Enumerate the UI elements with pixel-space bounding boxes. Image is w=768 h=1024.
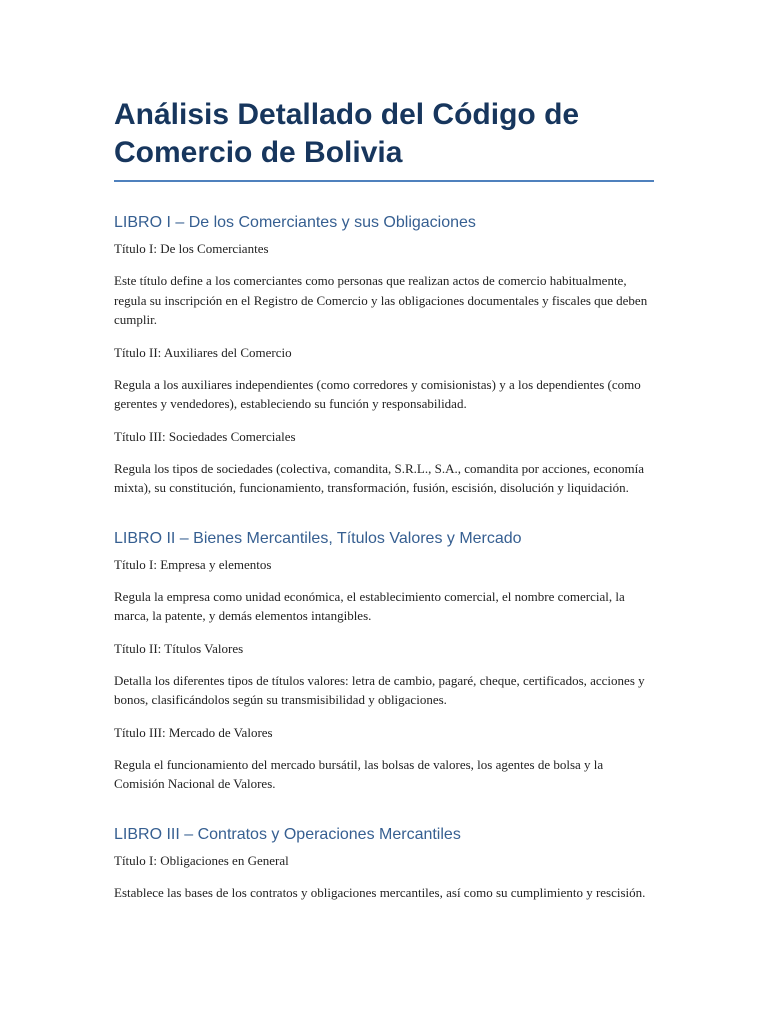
section-paragraph: Establece las bases de los contratos y obligaciones mercantiles, así como su cumplimiento y rescisión.: [114, 884, 646, 900]
section-paragraph: Regula a los auxiliares independientes (como corredores y comisionistas) y a los dependientes (como gerentes y vendedores), estableciendo su función y responsabilidad.: [114, 376, 641, 411]
section-paragraph: Regula el funcionamiento del mercado bursátil, las bolsas de valores, los agentes de bolsa y la Comisión Nacional de Valores.: [114, 756, 604, 791]
section-paragraph: Detalla los diferentes tipos de títulos valores: letra de cambio, pagaré, cheque, certificados, acciones y bonos, clasificándolos según su transmisibilidad y obligaciones.: [114, 672, 645, 707]
section-title: Título I: Empresa y elementos: [114, 556, 272, 572]
document-title: Análisis Detallado del Código de Comercio de Bolivia: [114, 96, 654, 182]
book-section-2: [114, 528, 654, 794]
section-paragraph: Regula los tipos de sociedades (colectiva, comandita, S.R.L., S.A., comandita por acciones, economía mixta), su constitución, funcionamiento, transformación, fusión, escisión, disolución y liquidación.: [114, 460, 644, 495]
section-title: Título I: Obligaciones en General: [114, 852, 289, 868]
book-heading: LIBRO III – Contratos y Operaciones Mercantiles: [114, 825, 461, 843]
section-title: Título III: Sociedades Comerciales: [114, 428, 296, 444]
section-title: Título III: Mercado de Valores: [114, 724, 273, 740]
book-heading: LIBRO II – Bienes Mercantiles, Títulos Valores y Mercado: [114, 529, 522, 547]
section-title: Título II: Auxiliares del Comercio: [114, 344, 292, 360]
book-section-3: [114, 824, 654, 903]
section-paragraph: Este título define a los comerciantes como personas que realizan actos de comercio habitualmente, regula su inscripción en el Registro de Comercio y las obligaciones documentales y fiscales que deben cumplir.: [114, 273, 648, 327]
book-heading: LIBRO I – De los Comerciantes y sus Obligaciones: [114, 214, 476, 231]
section-title: Título II: Títulos Valores: [114, 640, 244, 656]
section-title: Título I: De los Comerciantes: [114, 241, 269, 256]
section-paragraph: Regula la empresa como unidad económica, el establecimiento comercial, el nombre comercial, la marca, la patente, y demás elementos intangibles.: [114, 588, 625, 623]
book-section-1: [114, 212, 654, 498]
